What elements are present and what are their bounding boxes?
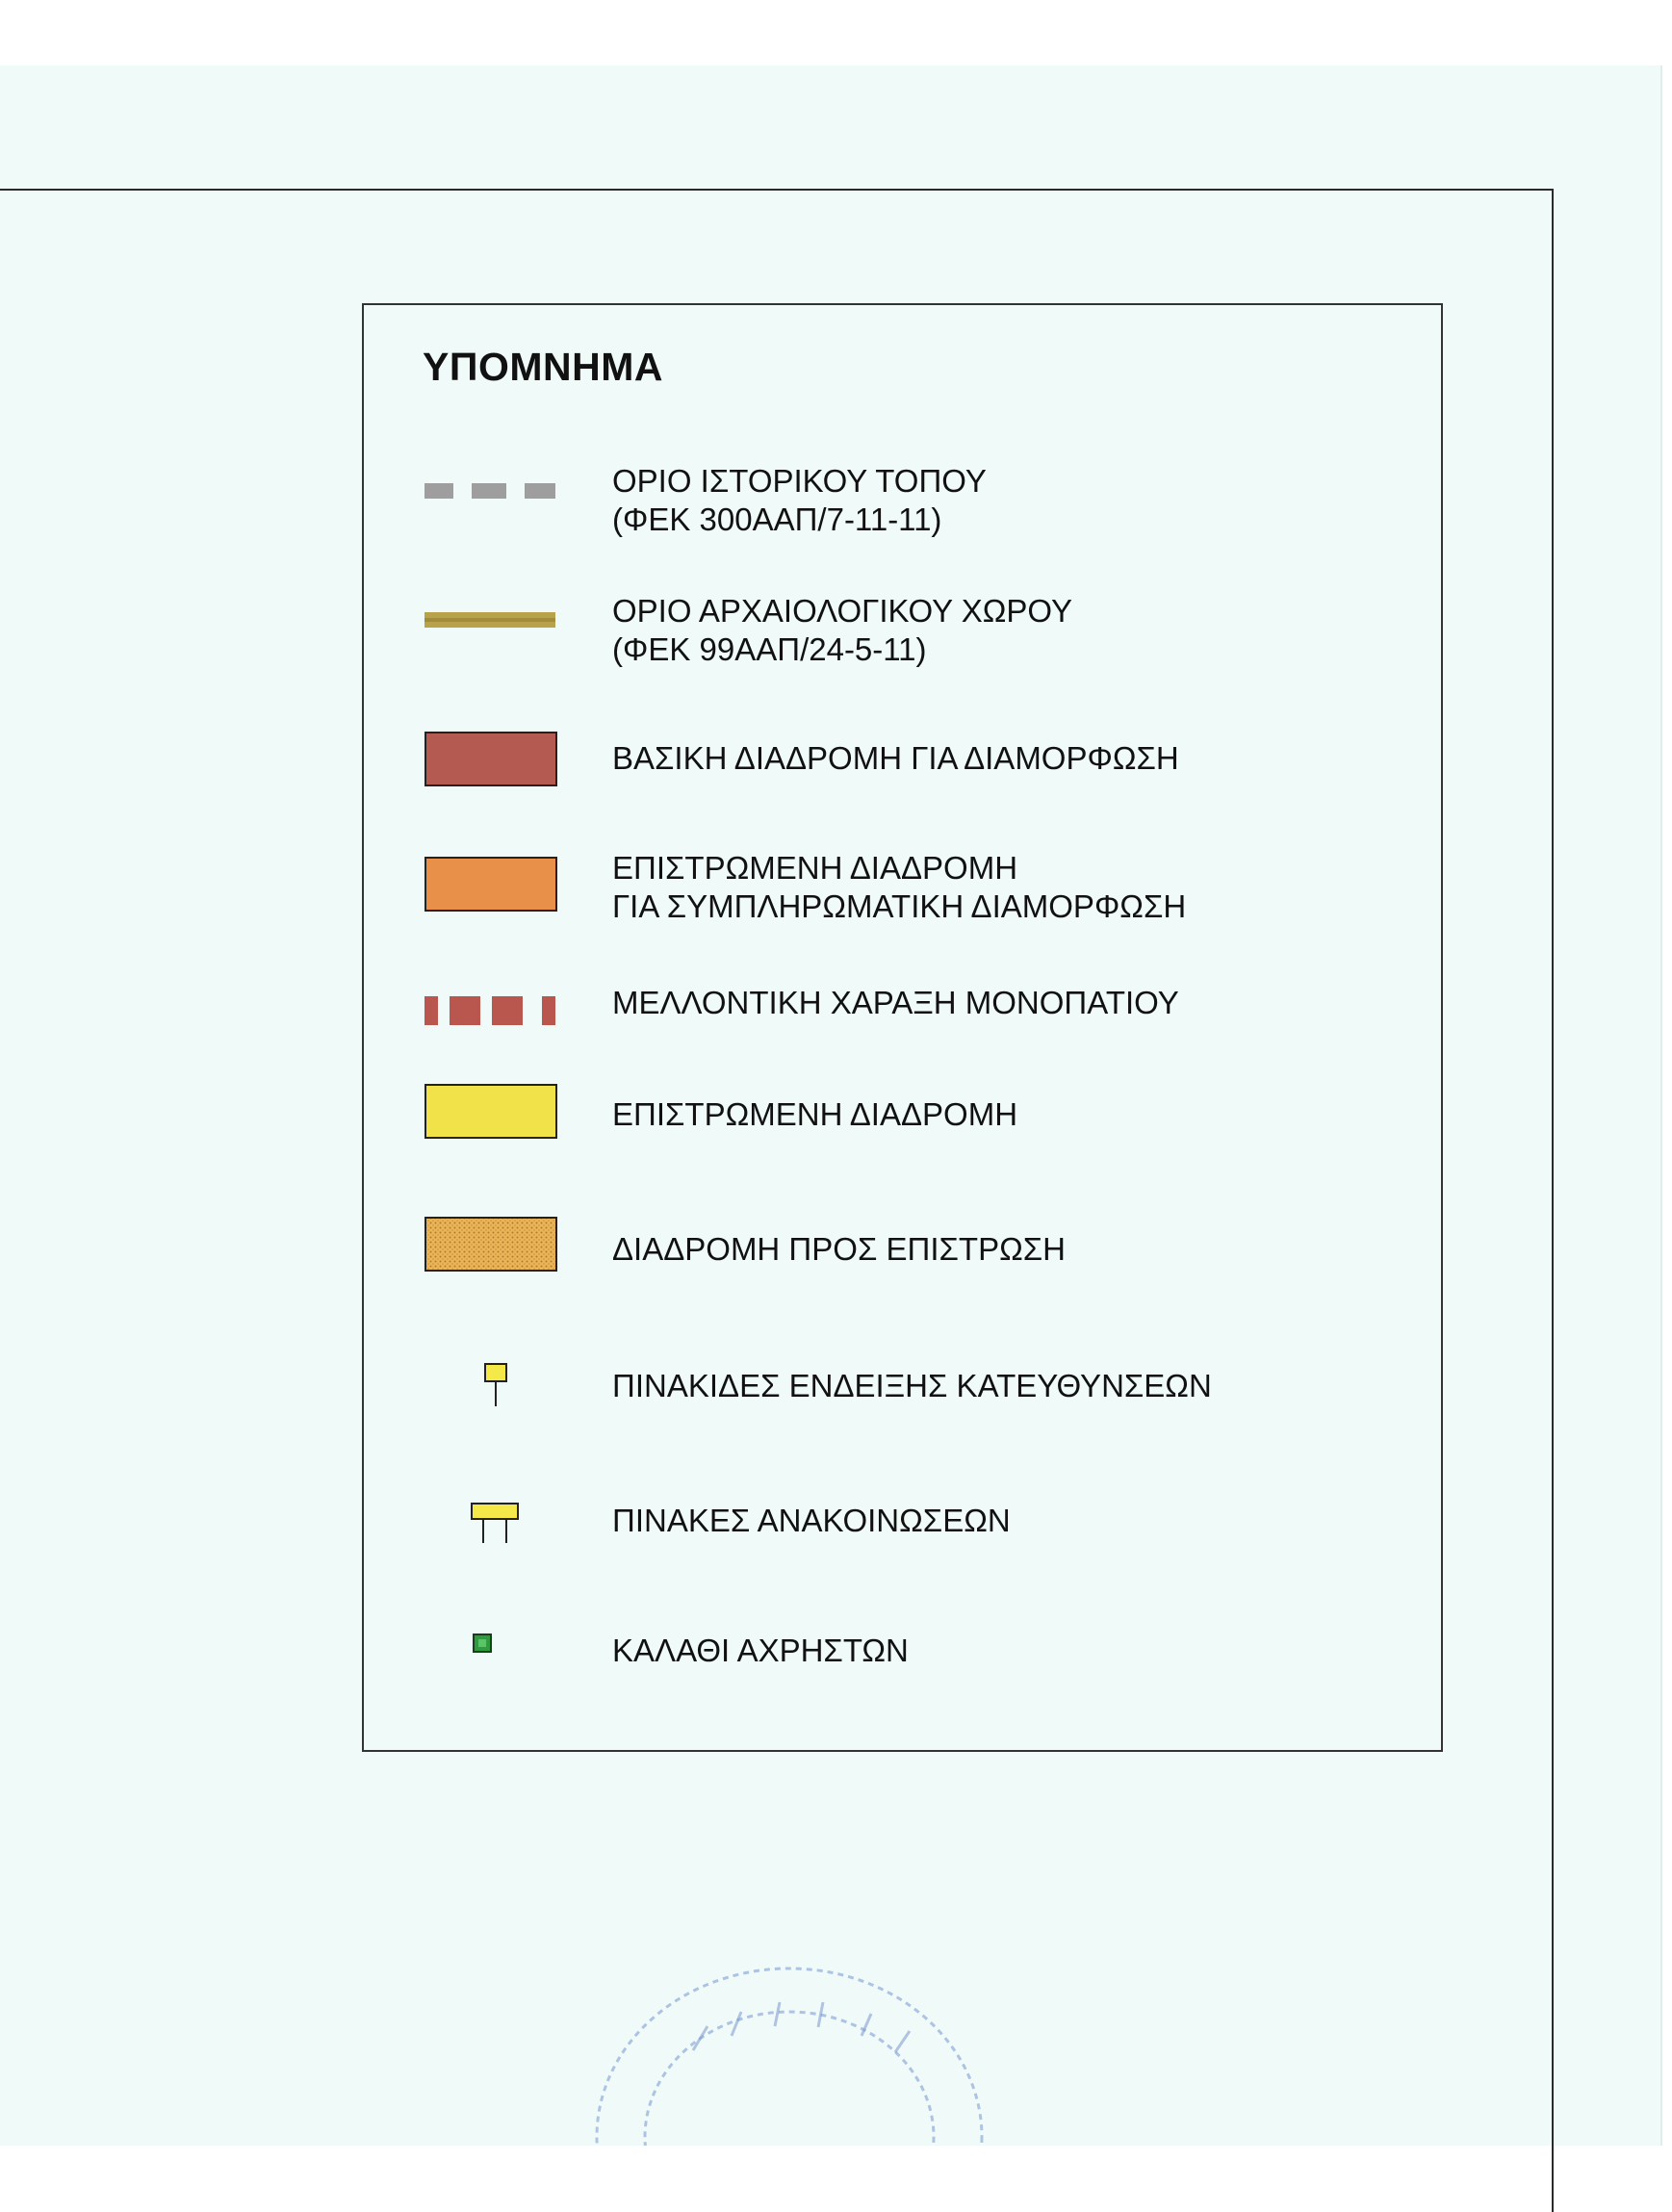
legend-item-label: ΠΙΝΑΚΕΣ ΑΝΑΚΟΙΝΩΣΕΩΝ — [612, 1503, 1011, 1538]
legend-item-paved-supplementary-route — [612, 849, 1186, 926]
legend-item-paved-route — [612, 1095, 1017, 1134]
legend-item-direction-signs — [612, 1367, 1212, 1405]
legend-item-label: ΚΑΛΑΘΙ ΑΧΡΗΣΤΩΝ — [612, 1633, 909, 1668]
legend-item-label: ΜΕΛΛΟΝΤΙΚΗ ΧΑΡΑΞΗ ΜΟΝΟΠΑΤΙΟΥ — [612, 985, 1179, 1020]
legend-item-main-route — [612, 739, 1179, 778]
dotted-orange-route-symbol — [424, 1217, 557, 1272]
yellow-route-symbol — [424, 1084, 557, 1139]
legend-item-label: ΕΠΙΣΤΡΩΜΕΝΗ ΔΙΑΔΡΟΜΗ — [612, 850, 1018, 886]
legend-item-notice-boards — [612, 1502, 1011, 1540]
legend-item-sublabel: ΓΙΑ ΣΥΜΠΛΗΡΩΜΑΤΙΚΗ ΔΙΑΜΟΡΦΩΣΗ — [612, 888, 1187, 924]
notice-board-icon — [470, 1502, 520, 1545]
legend-item-historic-site — [612, 462, 987, 539]
orange-route-symbol — [424, 857, 557, 912]
legend-item-sublabel: (ΦΕΚ 99ΑΑΠ/24-5-11) — [612, 631, 927, 667]
trash-bin-icon — [473, 1633, 492, 1653]
legend-item-label: ΔΙΑΔΡΟΜΗ ΠΡΟΣ ΕΠΙΣΤΡΩΣΗ — [612, 1231, 1066, 1267]
legend-item-sublabel: (ΦΕΚ 300ΑΑΠ/7-11-11) — [612, 502, 942, 537]
direction-sign-icon — [481, 1362, 510, 1410]
legend-item-label: ΟΡΙΟ ΙΣΤΟΡΙΚΟΥ ΤΟΠΟΥ — [612, 463, 987, 499]
legend-item-label: ΒΑΣΙΚΗ ΔΙΑΔΡΟΜΗ ΓΙΑ ΔΙΑΜΟΡΦΩΣΗ — [612, 740, 1179, 776]
legend-title: ΥΠΟΜΝΗΜΑ — [423, 345, 663, 389]
legend-item-future-path — [612, 984, 1179, 1022]
official-stamp-seal — [578, 1944, 1001, 2146]
legend-item-label: ΕΠΙΣΤΡΩΜΕΝΗ ΔΙΑΔΡΟΜΗ — [612, 1096, 1018, 1132]
legend-item-route-to-pave — [612, 1230, 1066, 1269]
olive-line-symbol — [424, 611, 555, 629]
legend-item-archaeological-site — [612, 592, 1072, 669]
legend-item-label: ΟΡΙΟ ΑΡΧΑΙΟΛΟΓΙΚΟΥ ΧΩΡΟΥ — [612, 593, 1073, 629]
red-dashed-path-symbol — [424, 996, 555, 1025]
gray-dashed-line-symbol — [424, 481, 555, 501]
dark-red-route-symbol — [424, 732, 557, 786]
legend-item-label: ΠΙΝΑΚΙΔΕΣ ΕΝΔΕΙΞΗΣ ΚΑΤΕΥΘΥΝΣΕΩΝ — [612, 1368, 1212, 1403]
legend-item-trash-bins — [612, 1632, 909, 1670]
